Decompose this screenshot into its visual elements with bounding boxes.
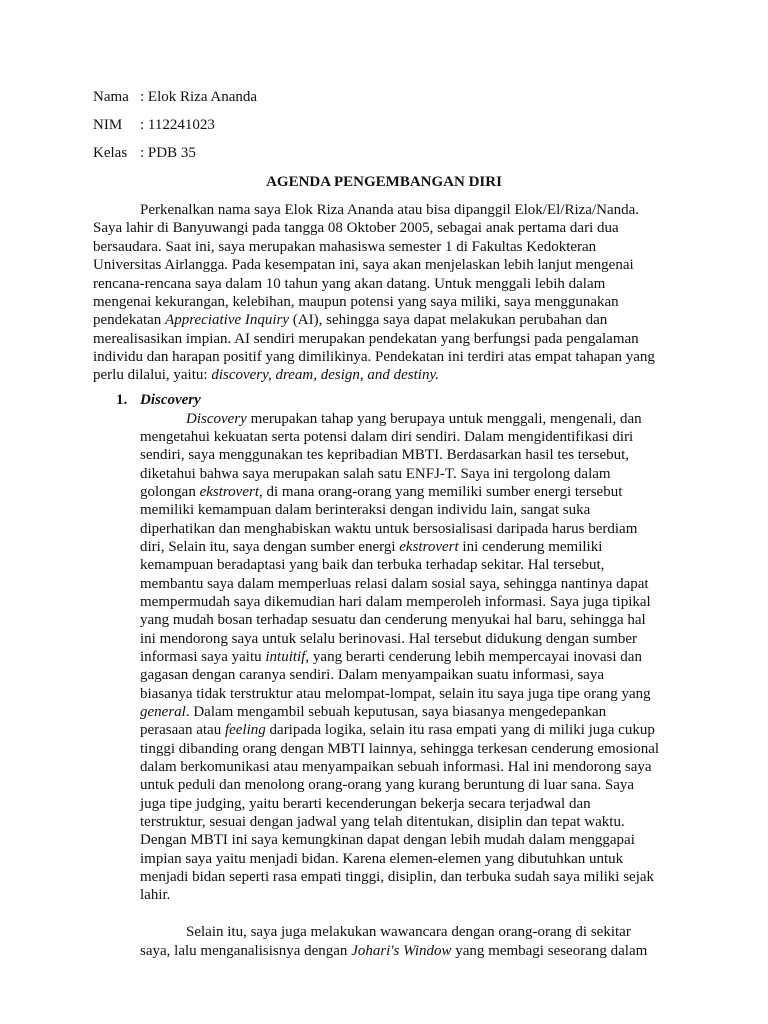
- intro-line: individu dan harapan positif yang dimilikinya. Pendekatan ini terdiri atas empat tahapan yang: [93, 349, 655, 365]
- body-line: impian saya yaitu menjadi bidan. Karena elemen-elemen yang dibutuhkan untuk: [140, 851, 624, 867]
- body-line: biasanya tidak terstruktur atau melompat-lompat, selain itu saya juga tipe orang yang: [140, 686, 651, 702]
- body-line: tinggi dibanding orang dengan MBTI lainnya, sehingga terkesan cenderung emosional: [140, 741, 660, 757]
- intro-line: Perkenalkan nama saya Elok Riza Ananda atau bisa dipanggil Elok/El/Riza/Nanda.: [140, 202, 640, 218]
- body-line: Selain itu, saya juga melakukan wawancara dengan orang-orang di sekitar: [186, 924, 631, 940]
- body-line: menjadi bidan seperti rasa empati tinggi, disiplin, dan terbuka sudah saya miliki sejak: [140, 869, 655, 885]
- kelas-value: : PDB 35: [140, 145, 196, 161]
- intro-line: perlu dilalui, yaitu: discovery, dream, design, and destiny.: [93, 367, 440, 383]
- section-number: 1.: [116, 392, 128, 408]
- body-line: membantu saya dalam memperluas relasi dalam sosial saya, sehingga nantinya dapat: [140, 576, 649, 592]
- body-line: mengetahui kekuatan serta potensi dalam diri sendiri. Dalam mengidentifikasi diri: [140, 429, 634, 445]
- body-line: informasi saya yaitu intuitif, yang berarti cenderung lebih mempercayai inovasi dan: [140, 649, 642, 665]
- body-line: saya, lalu menganalisisnya dengan Johari's Window yang membagi seseorang dalam: [140, 943, 648, 959]
- intro-line: Universitas Airlangga. Pada kesempatan ini, saya akan menjelaskan lebih lanjut mengenai: [93, 257, 634, 273]
- body-line: ini mendorong saya untuk selalu berinovasi. Hal tersebut didukung dengan sumber: [140, 631, 637, 647]
- body-line: general. Dalam mengambil sebuah keputusan, saya biasanya mengedepankan: [140, 704, 607, 720]
- body-line: diperhatikan dan menghabiskan waktu untuk bersosialisasi daripada harus berdiam: [140, 521, 638, 537]
- body-line: perasaan atau feeling daripada logika, selain itu rasa empati yang di miliki juga cukup: [140, 722, 655, 738]
- intro-line: rencana-rencana saya dalam 10 tahun yang akan datang. Untuk menggali lebih dalam: [93, 276, 606, 292]
- name-value: : Elok Riza Ananda: [140, 89, 258, 105]
- kelas-label: Kelas: [93, 145, 128, 161]
- body-line: lahir.: [140, 887, 171, 903]
- body-line: dalam berkomunikasi atau menyampaikan sebuah informasi. Hal ini mendorong saya: [140, 759, 652, 775]
- body-line: memiliki kemampuan dalam berinteraksi dengan individu lain, sangat suka: [140, 502, 591, 518]
- body-line: yang mudah bosan terhadap sesuatu dan cenderung menyukai hal baru, sehingga hal: [140, 612, 646, 628]
- document-title: AGENDA PENGEMBANGAN DIRI: [266, 174, 502, 190]
- name-label: Nama: [93, 89, 129, 105]
- body-line: Dengan MBTI ini saya kemungkinan dapat dengan lebih mudah dalam menggapai: [140, 832, 635, 848]
- intro-line: Saya lahir di Banyuwangi pada tangga 08 Oktober 2005, sebagai anak pertama dari dua: [93, 220, 619, 236]
- body-line: mempermudah saya dikemudian hari dalam memperoleh informasi. Saya juga tipikal: [140, 594, 651, 610]
- body-line: diketahui bahwa saya merupakan salah satu ENFJ-T. Saya ini tergolong dalam: [140, 466, 611, 482]
- body-line: juga tipe judging, yaitu berarti kecenderungan bekerja secara terjadwal dan: [140, 796, 591, 812]
- body-line: diri, Selain itu, saya dengan sumber energi ekstrovert ini cenderung memiliki: [140, 539, 603, 555]
- body-line: kemampuan beradaptasi yang baik dan terbuka terhadap sekitar. Hal tersebut,: [140, 557, 605, 573]
- nim-value: : 112241023: [140, 117, 215, 133]
- nim-label: NIM: [93, 117, 123, 133]
- body-line: sendiri, saya menggunakan tes kepribadian MBTI. Berdasarkan hasil tes tersebut,: [140, 447, 630, 463]
- intro-line: pendekatan Appreciative Inquiry (AI), sehingga saya dapat melakukan perubahan dan: [93, 312, 608, 328]
- body-line: untuk peduli dan menolong orang-orang yang kurang beruntung di luar sana. Saya: [140, 777, 635, 793]
- body-line: Discovery merupakan tahap yang berupaya untuk menggali, mengenali, dan: [186, 411, 642, 427]
- body-line: golongan ekstrovert, di mana orang-orang yang memiliki sumber energi tersebut: [140, 484, 623, 500]
- intro-line: mengenai kekurangan, kelebihan, maupun potensi yang saya miliki, saya menggunakan: [93, 294, 619, 310]
- intro-line: bersaudara. Saat ini, saya merupakan mahasiswa semester 1 di Fakultas Kedokteran: [93, 239, 597, 255]
- body-line: terstruktur, sesuai dengan jadwal yang telah ditentukan, disiplin dan tepat waktu.: [140, 814, 625, 830]
- section-heading: Discovery: [140, 392, 201, 408]
- intro-line: merealisasikan impian. AI sendiri merupakan pendekatan yang berfungsi pada pengalaman: [93, 331, 639, 347]
- body-line: gagasan dengan caranya sendiri. Dalam menyampaikan suatu informasi, saya: [140, 667, 604, 683]
